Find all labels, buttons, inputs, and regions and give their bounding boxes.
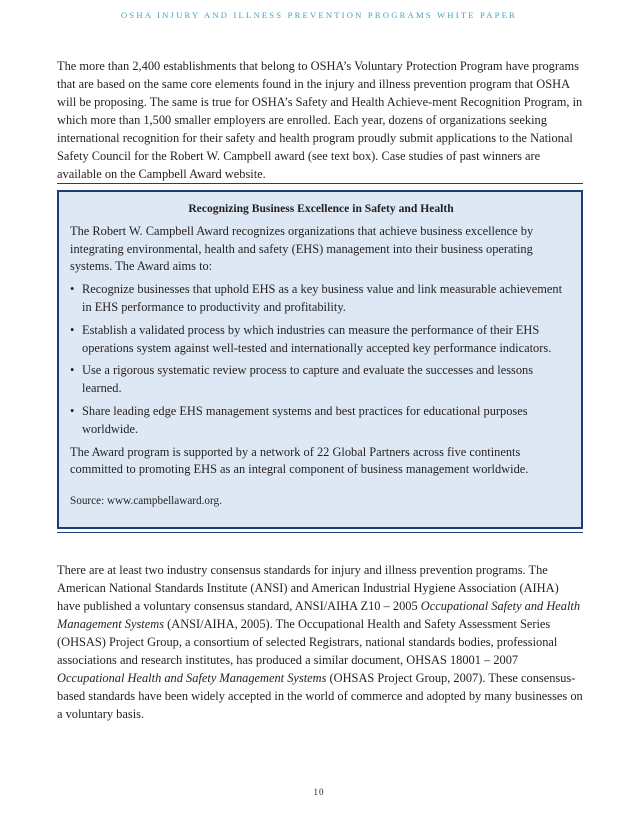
aim-list-item: [70, 322, 572, 358]
ohsas-standard-title: Occupational Health and Safety Management Systems: [57, 670, 327, 685]
intro-paragraph: The more than 2,400 establishments that belong to OSHA’s Voluntary Protection Program have programs that are based on the same core elements found in the injury and illness prevention program that OSHA will be proposing. The same is true for OSHA’s Safety and Health Achieve-ment Recognition Program, in which more than 1,500 smaller employers are enrolled. Each year, dozens of organizations seeking international recognition for their safety and health program proudly submit applications to the National Safety Council for the Robert W. Campbell award (see text box). Case studies of past winners are available on the Campbell Award website.: [57, 59, 583, 181]
aim-list-item: [70, 281, 572, 317]
callout-title: Recognizing Business Excellence in Safety and Health: [188, 202, 454, 215]
bottom-divider: [57, 532, 583, 533]
standards-text: There are at least two industry consensus standards for injury and illness prevention programs. The American National Standards Institute (ANSI) and American Industrial Hygiene Association (AIHA) have published a voluntary consensus standard, ANSI/AIHA Z10 – 2005: [57, 563, 559, 614]
aim-text: Share leading edge EHS management systems and best practices for educational purposes worldwide.: [82, 403, 528, 436]
callout-intro: The Robert W. Campbell Award recognizes organizations that achieve business excellence by integrating environmental, health and safety (EHS) management into their business operating systems. The Award aims to:: [70, 223, 534, 274]
bullet-icon: •: [70, 322, 75, 337]
top-divider: [57, 183, 583, 184]
running-header: OSHA INJURY AND ILLNESS PREVENTION PROGRAMS WHITE PAPER: [121, 10, 517, 20]
bullet-icon: •: [70, 403, 75, 418]
aim-text: Use a rigorous systematic review process to capture and evaluate the successes and lessons learned.: [82, 363, 534, 396]
callout-closing: The Award program is supported by a network of 22 Global Partners across five continents committed to promoting EHS as an integral component of business management worldwide.: [70, 444, 529, 477]
ansi-standard-title: Occupational Safety and Health Management Systems: [57, 599, 581, 632]
bullet-icon: •: [70, 363, 75, 378]
aims-list: [70, 281, 572, 438]
page-number: 10: [313, 787, 325, 797]
aim-list-item: [70, 362, 572, 398]
callout-content: [70, 200, 572, 511]
aim-text: Establish a validated process by which industries can measure the performance of their EHS operations system against well-tested and internationally accepted key performance indicators.: [82, 322, 552, 355]
standards-text: (ANSI/AIHA, 2005). The Occupational Health and Safety Assessment Series (OHSAS) Project Group, a consortium of selected Registrars, national standards bodies, professional associations and research institutes, has produced a similar document, OHSAS 18001 – 2007: [57, 617, 558, 667]
aim-text: Recognize businesses that uphold EHS as a key business value and link measurable achievement in EHS performance to productivity and profitability.: [82, 282, 563, 314]
aim-list-item: [70, 403, 572, 439]
standards-text: (OHSAS Project Group, 2007). These consensus-based standards have been widely accepted in the world of commerce and adopted by many businesses on a voluntary basis.: [57, 670, 583, 721]
bullet-icon: •: [70, 282, 75, 297]
campbell-award-callout: [57, 190, 583, 529]
callout-source: Source: www.campbellaward.org.: [70, 495, 222, 508]
standards-paragraph: [57, 562, 583, 723]
